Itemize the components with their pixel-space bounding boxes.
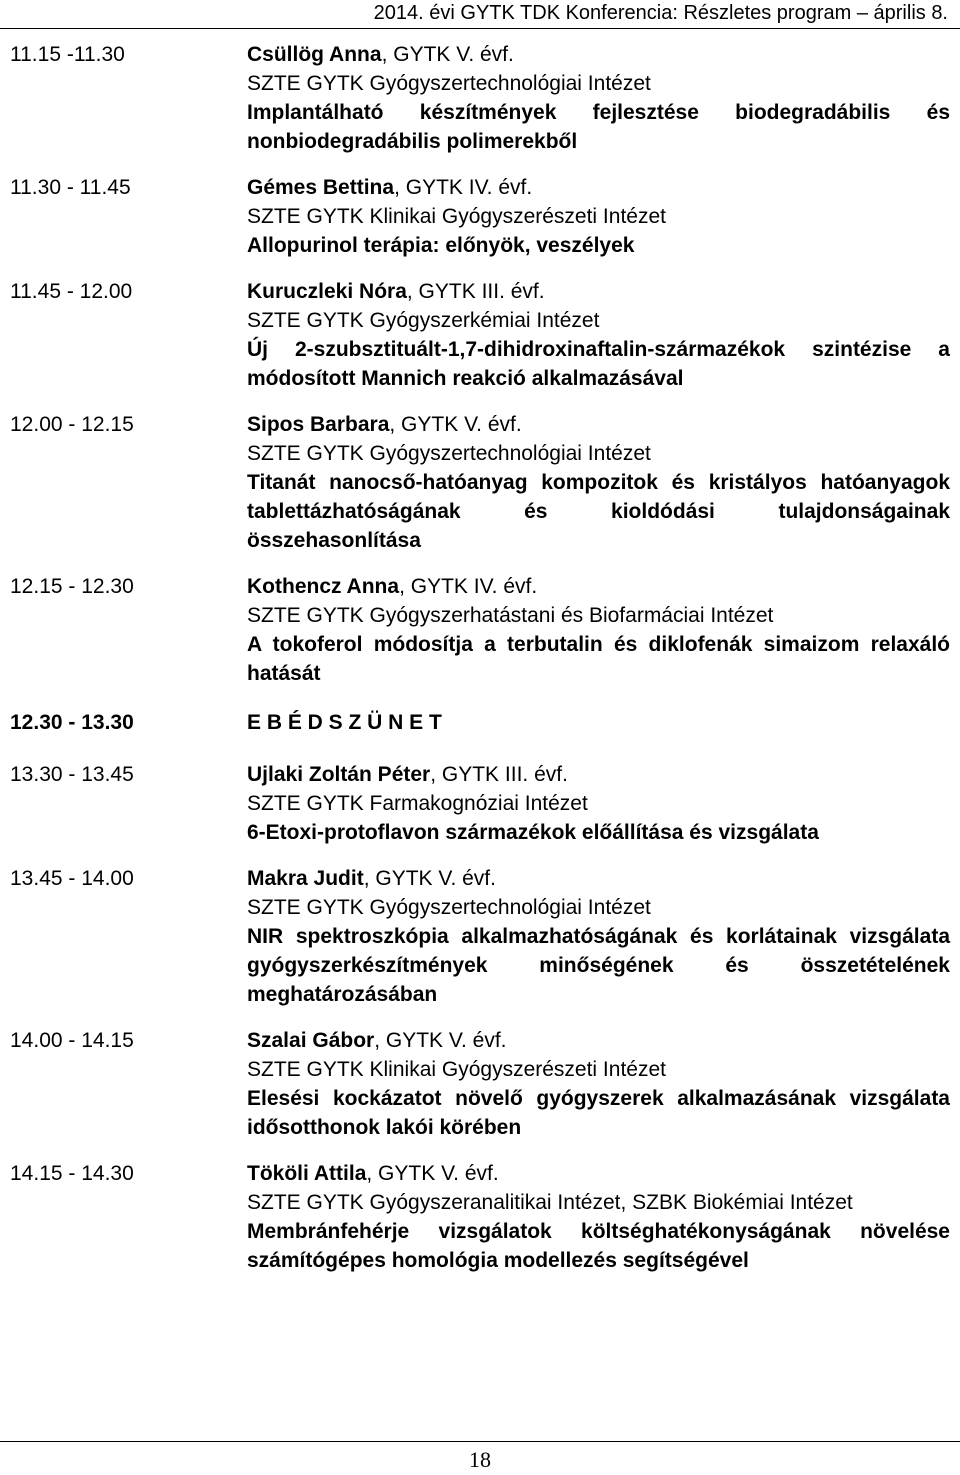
page-header (0, 0, 960, 29)
presenter-name: Gémes Bettina (247, 176, 395, 199)
program-entry (0, 173, 960, 260)
lunch-break-entry (0, 708, 960, 737)
presentation-title: Elesési kockázatot növelő gyógyszerek alkalmazásának vizsgálata idősotthonok lakói körében (247, 1087, 950, 1139)
entry-time: 13.45 - 14.00 (10, 867, 134, 890)
institute: SZTE GYTK Gyógyszertechnológiai Intézet (247, 442, 651, 465)
presenter-name: Sipos Barbara (247, 413, 390, 436)
entry-time: 13.30 - 13.45 (10, 763, 134, 786)
institute: SZTE GYTK Gyógyszerkémiai Intézet (247, 309, 600, 332)
presenter-name: Makra Judit (247, 867, 364, 890)
entry-time: 12.15 - 12.30 (10, 575, 134, 598)
entry-time: 11.30 - 11.45 (10, 176, 131, 199)
program-entry (0, 760, 960, 847)
presenter-year: , GYTK III. évf. (430, 763, 568, 786)
presenter-name: Szalai Gábor (247, 1029, 375, 1052)
presentation-title: Allopurinol terápia: előnyök, veszélyek (247, 234, 635, 257)
presenter-name: Ujlaki Zoltán Péter (247, 763, 431, 786)
header-title: 2014. évi GYTK TDK Konferencia: Részletes program – április 8. (373, 2, 948, 24)
presentation-title: NIR spektroszkópia alkalmazhatóságának és korlátainak vizsgálata gyógyszerkészítmények minőségének és összetételének meghatározásában (247, 925, 950, 1006)
presenter-name: Kuruczleki Nóra (247, 280, 407, 303)
presenter-year: , GYTK IV. évf. (399, 575, 538, 598)
institute: SZTE GYTK Klinikai Gyógyszerészeti Intézet (247, 205, 666, 228)
presenter-year: , GYTK V. évf. (363, 867, 496, 890)
entry-time: 14.00 - 14.15 (10, 1029, 134, 1052)
presentation-title: Új 2-szubsztituált-1,7-dihidroxinaftalin-származékok szintézise a módosított Mannich reakció alkalmazásával (247, 338, 950, 390)
program-entry (0, 1026, 960, 1142)
presenter-year: , GYTK V. évf. (366, 1162, 499, 1185)
presentation-title: Implantálható készítmények fejlesztése biodegradábilis és nonbiodegradábilis polimerekből (247, 101, 950, 153)
page-number: 18 (469, 1447, 491, 1472)
entry-time: 12.30 - 13.30 (10, 711, 134, 734)
institute: SZTE GYTK Farmakognóziai Intézet (247, 792, 588, 815)
presentation-title: Membránfehérje vizsgálatok költséghatékonyságának növelése számítógépes homológia modellezés segítségével (247, 1220, 950, 1272)
entry-time: 11.15 -11.30 (10, 43, 125, 66)
program-entry (0, 572, 960, 688)
program-entry (0, 410, 960, 555)
presenter-year: , GYTK III. évf. (406, 280, 545, 303)
presenter-year: , GYTK IV. évf. (394, 176, 533, 199)
presenter-year: , GYTK V. évf. (389, 413, 522, 436)
program-entry (0, 864, 960, 1009)
presentation-title: Titanát nanocső-hatóanyag kompozitok és kristályos hatóanyagok tablettázhatóságának és kioldódási tulajdonságainak összehasonlítása (247, 471, 950, 552)
program-list (0, 40, 960, 1275)
presentation-title: 6-Etoxi-protoflavon származékok előállítása és vizsgálata (247, 821, 819, 844)
institute: SZTE GYTK Gyógyszerhatástani és Biofarmáciai Intézet (247, 604, 774, 627)
presenter-name: Tököli Attila (247, 1162, 367, 1185)
entry-time: 11.45 - 12.00 (10, 280, 133, 303)
institute: SZTE GYTK Gyógyszertechnológiai Intézet (247, 72, 651, 95)
institute: SZTE GYTK Gyógyszertechnológiai Intézet (247, 896, 651, 919)
presenter-name: Csüllög Anna (247, 43, 382, 66)
program-entry (0, 1159, 960, 1275)
institute: SZTE GYTK Klinikai Gyógyszerészeti Intézet (247, 1058, 666, 1081)
presenter-year: , GYTK V. évf. (374, 1029, 507, 1052)
presentation-title: A tokoferol módosítja a terbutalin és diklofenák simaizom relaxáló hatását (247, 633, 950, 685)
footer-rule (0, 1441, 960, 1442)
presenter-name: Kothencz Anna (247, 575, 400, 598)
lunch-break-label: E B É D S Z Ü N E T (247, 711, 442, 734)
entry-time: 14.15 - 14.30 (10, 1162, 134, 1185)
program-entry (0, 277, 960, 393)
institute: SZTE GYTK Gyógyszeranalitikai Intézet, SZBK Biokémiai Intézet (247, 1191, 853, 1214)
entry-time: 12.00 - 12.15 (10, 413, 134, 436)
program-entry (0, 40, 960, 156)
presenter-year: , GYTK V. évf. (381, 43, 514, 66)
